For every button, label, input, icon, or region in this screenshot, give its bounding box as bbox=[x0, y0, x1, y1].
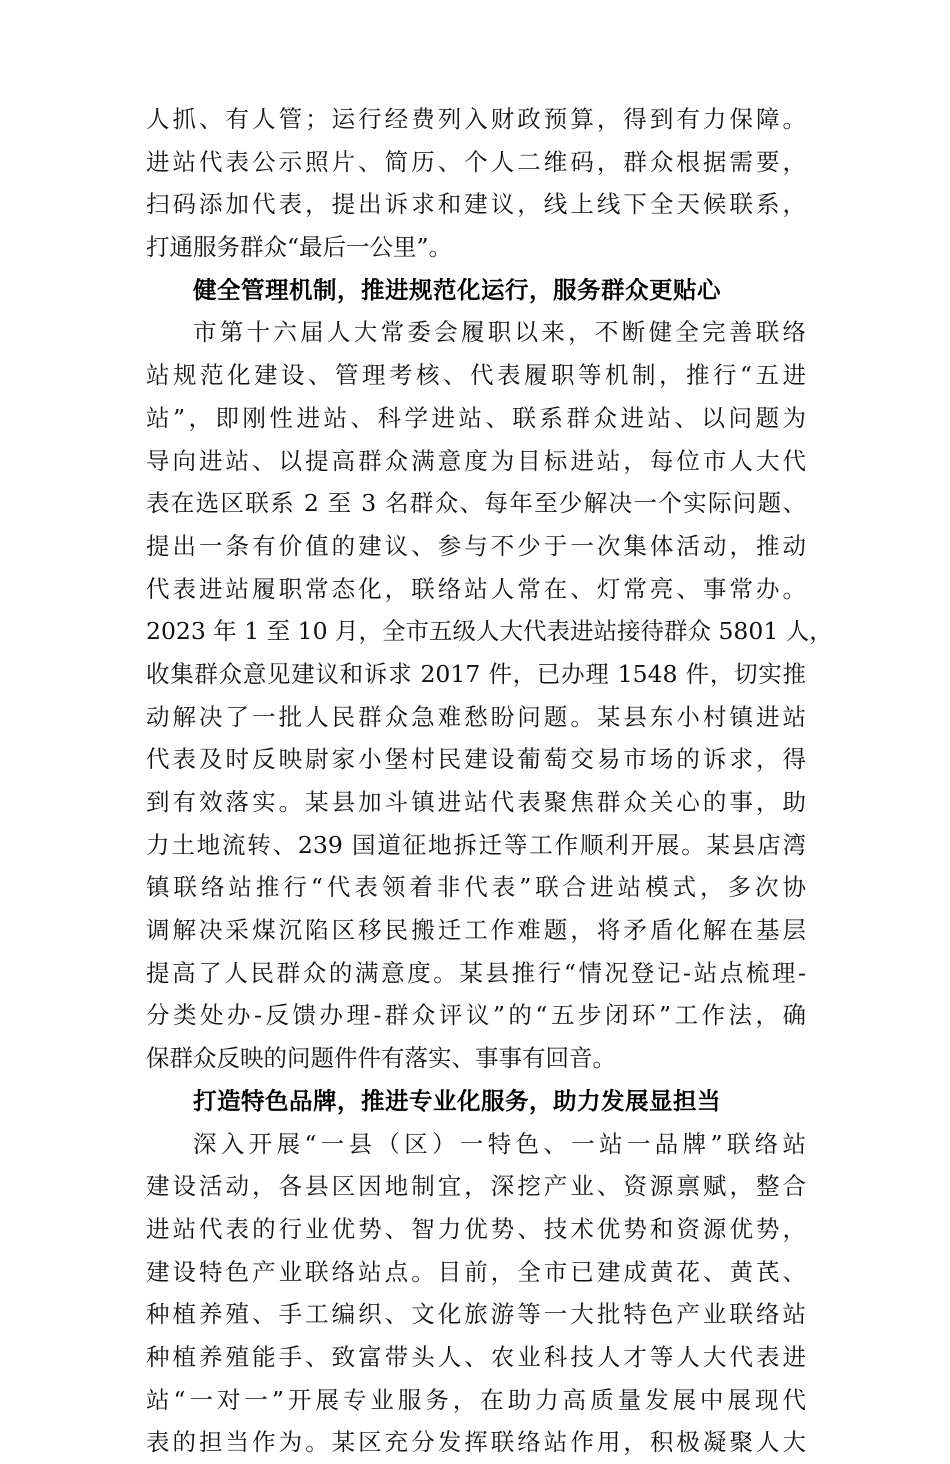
text-line: 种植养殖能手、致富带头人、农业科技人才等人大代表进 bbox=[146, 1342, 806, 1371]
text-line: 站”，即刚性进站、科学进站、联系群众进站、以问题为 bbox=[146, 403, 806, 432]
text-line: 建设活动，各县区因地制宜，深挖产业、资源禀赋，整合 bbox=[146, 1172, 806, 1201]
text-line: 导向进站、以提高群众满意度为目标进站，每位市人大代 bbox=[146, 446, 806, 475]
text-line: 镇联络站推行“代表领着非代表”联合进站模式，多次协 bbox=[146, 873, 806, 902]
text-line: 扫码添加代表，提出诉求和建议，线上线下全天候联系， bbox=[146, 190, 806, 219]
text-line: 深入开展“一县（区）一特色、一站一品牌”联络站 bbox=[193, 1129, 806, 1158]
document-body bbox=[146, 98, 833, 1464]
text-line: 分类处办-反馈办理-群众评议”的“五步闭环”工作法，确 bbox=[146, 1001, 806, 1030]
text-line: 到有效落实。某县加斗镇进站代表聚焦群众关心的事，助 bbox=[146, 788, 806, 816]
section-heading: 健全管理机制，推进规范化运行，服务群众更贴心 bbox=[193, 275, 721, 304]
text-line: 站规范化建设、管理考核、代表履职等机制，推行“五进 bbox=[146, 361, 806, 390]
text-line: 人抓、有人管；运行经费列入财政预算，得到有力保障。 bbox=[146, 105, 806, 133]
text-line: 2023 年 1 至 10 月，全市五级人大代表进站接待群众 5801 人， bbox=[146, 617, 833, 646]
text-line: 种植养殖、手工编织、文化旅游等一大批特色产业联络站 bbox=[146, 1300, 806, 1329]
text-line: 进站代表的行业优势、智力优势、技术优势和资源优势， bbox=[146, 1214, 806, 1243]
text-line: 代表进站履职常态化，联络站人常在、灯常亮、事常办。 bbox=[146, 574, 806, 603]
text-line: 收集群众意见建议和诉求 2017 件，已办理 1548 件，切实推 bbox=[146, 659, 806, 688]
text-line: 保群众反映的问题件件有落实、事事有回音。 bbox=[146, 1044, 616, 1073]
text-line: 提出一条有价值的建议、参与不少于一次集体活动，推动 bbox=[146, 531, 806, 560]
text-line: 力土地流转、239 国道征地拆迁等工作顺利开展。某县店湾 bbox=[146, 830, 806, 859]
text-line: 动解决了一批人民群众急难愁盼问题。某县东小村镇进站 bbox=[146, 702, 806, 731]
text-line: 建设特色产业联络站点。目前，全市已建成黄花、黄芪、 bbox=[146, 1257, 806, 1286]
text-line: 调解决采煤沉陷区移民搬迁工作难题，将矛盾化解在基层 bbox=[146, 916, 806, 945]
section-heading: 打造特色品牌，推进专业化服务，助力发展显担当 bbox=[193, 1086, 721, 1115]
text-line: 市第十六届人大常委会履职以来，不断健全完善联络 bbox=[193, 318, 806, 347]
text-line: 代表及时反映尉家小堡村民建设葡萄交易市场的诉求，得 bbox=[146, 745, 806, 774]
text-line: 表的担当作为。某区充分发挥联络站作用，积极凝聚人大 bbox=[146, 1428, 806, 1457]
text-line: 站“一对一”开展专业服务，在助力高质量发展中展现代 bbox=[146, 1385, 806, 1414]
text-line: 进站代表公示照片、简历、个人二维码，群众根据需要， bbox=[146, 147, 806, 176]
text-line: 打通服务群众“最后一公里”。 bbox=[146, 233, 453, 262]
text-line: 表在选区联系 2 至 3 名群众、每年至少解决一个实际问题、 bbox=[146, 489, 806, 518]
text-line: 提高了人民群众的满意度。某县推行“情况登记-站点梳理- bbox=[146, 958, 806, 987]
